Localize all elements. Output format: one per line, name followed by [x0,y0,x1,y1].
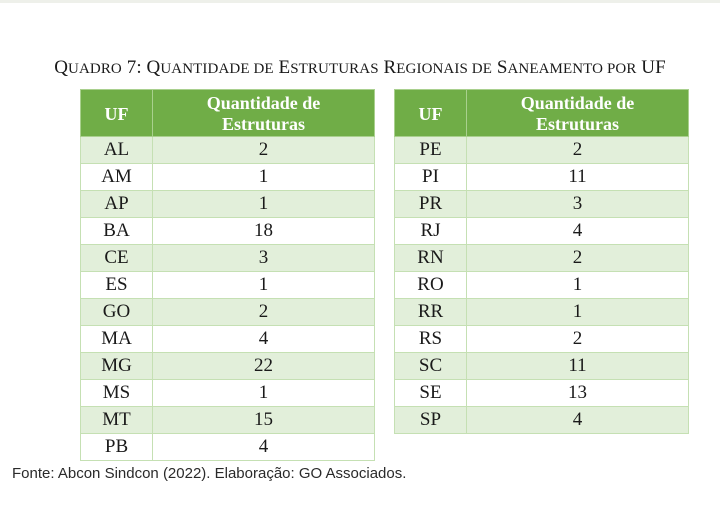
table-header-row [395,90,689,137]
quantity-cell: 1 [153,164,375,191]
uf-cell: PI [395,164,467,191]
uf-cell: SP [395,407,467,434]
uf-cell: PE [395,137,467,164]
uf-cell: PB [81,434,153,461]
table-row [395,326,689,353]
title-word: UF [641,57,666,78]
uf-cell: SE [395,380,467,407]
table-row [81,380,375,407]
quantity-cell: 1 [467,272,689,299]
structures-table-left [80,89,375,461]
quantity-cell: 1 [153,191,375,218]
uf-cell: AM [81,164,153,191]
quantity-cell: 13 [467,380,689,407]
table-row [395,407,689,434]
table-header-row [81,90,375,137]
uf-cell: SC [395,353,467,380]
quantity-cell: 2 [153,299,375,326]
quantity-cell: 2 [467,137,689,164]
table-row [395,272,689,299]
table-row [81,245,375,272]
column-header-uf: UF [81,90,153,137]
quantity-cell: 2 [467,326,689,353]
column-header-quantity [153,90,375,137]
column-header-quantity-line2: Estruturas [535,114,619,134]
column-header-quantity-line1: Quantidade de [206,93,321,113]
uf-cell: RS [395,326,467,353]
table-body-left [81,137,375,461]
quantity-cell: 22 [153,353,375,380]
table-row [81,326,375,353]
quantity-cell: 1 [467,299,689,326]
table-row [395,191,689,218]
quantity-cell: 4 [467,407,689,434]
column-header-quantity-line2: Estruturas [221,114,305,134]
quantity-cell: 1 [153,272,375,299]
table-row [81,407,375,434]
top-divider [0,0,720,3]
table-row [395,137,689,164]
quantity-cell: 2 [467,245,689,272]
table-row [81,272,375,299]
structures-table-right [394,89,689,434]
uf-cell: RR [395,299,467,326]
quantity-cell: 4 [153,434,375,461]
table-row [81,434,375,461]
table-row [395,164,689,191]
uf-cell: MT [81,407,153,434]
table-row [395,353,689,380]
quantity-cell: 15 [153,407,375,434]
column-header-quantity [467,90,689,137]
uf-cell: MG [81,353,153,380]
table-row [395,380,689,407]
table-row [81,218,375,245]
quantity-cell: 11 [467,353,689,380]
uf-cell: MA [81,326,153,353]
table-row [395,245,689,272]
column-header-uf: UF [395,90,467,137]
uf-cell: GO [81,299,153,326]
column-header-quantity-line1: Quantidade de [520,93,635,113]
quantity-cell: 18 [153,218,375,245]
uf-cell: MS [81,380,153,407]
uf-cell: ES [81,272,153,299]
table-row [395,299,689,326]
quantity-cell: 3 [467,191,689,218]
title-word: 7: QUANTIDADE DE [126,57,274,78]
table-title [0,57,720,79]
uf-cell: BA [81,218,153,245]
title-word: ESTRUTURAS [278,57,379,78]
table-row [81,164,375,191]
uf-cell: AP [81,191,153,218]
uf-cell: CE [81,245,153,272]
title-word: QUADRO [54,57,122,78]
uf-cell: AL [81,137,153,164]
title-word: SANEAMENTO POR [496,57,637,78]
quantity-cell: 11 [467,164,689,191]
table-row [81,137,375,164]
quantity-cell: 2 [153,137,375,164]
quantity-cell: 4 [467,218,689,245]
uf-cell: RN [395,245,467,272]
uf-cell: RO [395,272,467,299]
quantity-cell: 1 [153,380,375,407]
quantity-cell: 4 [153,326,375,353]
table-row [81,353,375,380]
table-row [81,299,375,326]
title-word: REGIONAIS DE [383,57,492,78]
quantity-cell: 3 [153,245,375,272]
source-note: Fonte: Abcon Sindcon (2022). Elaboração: GO Associados. [12,465,407,482]
table-row [395,218,689,245]
table-row [81,191,375,218]
uf-cell: PR [395,191,467,218]
uf-cell: RJ [395,218,467,245]
table-body-right [395,137,689,434]
